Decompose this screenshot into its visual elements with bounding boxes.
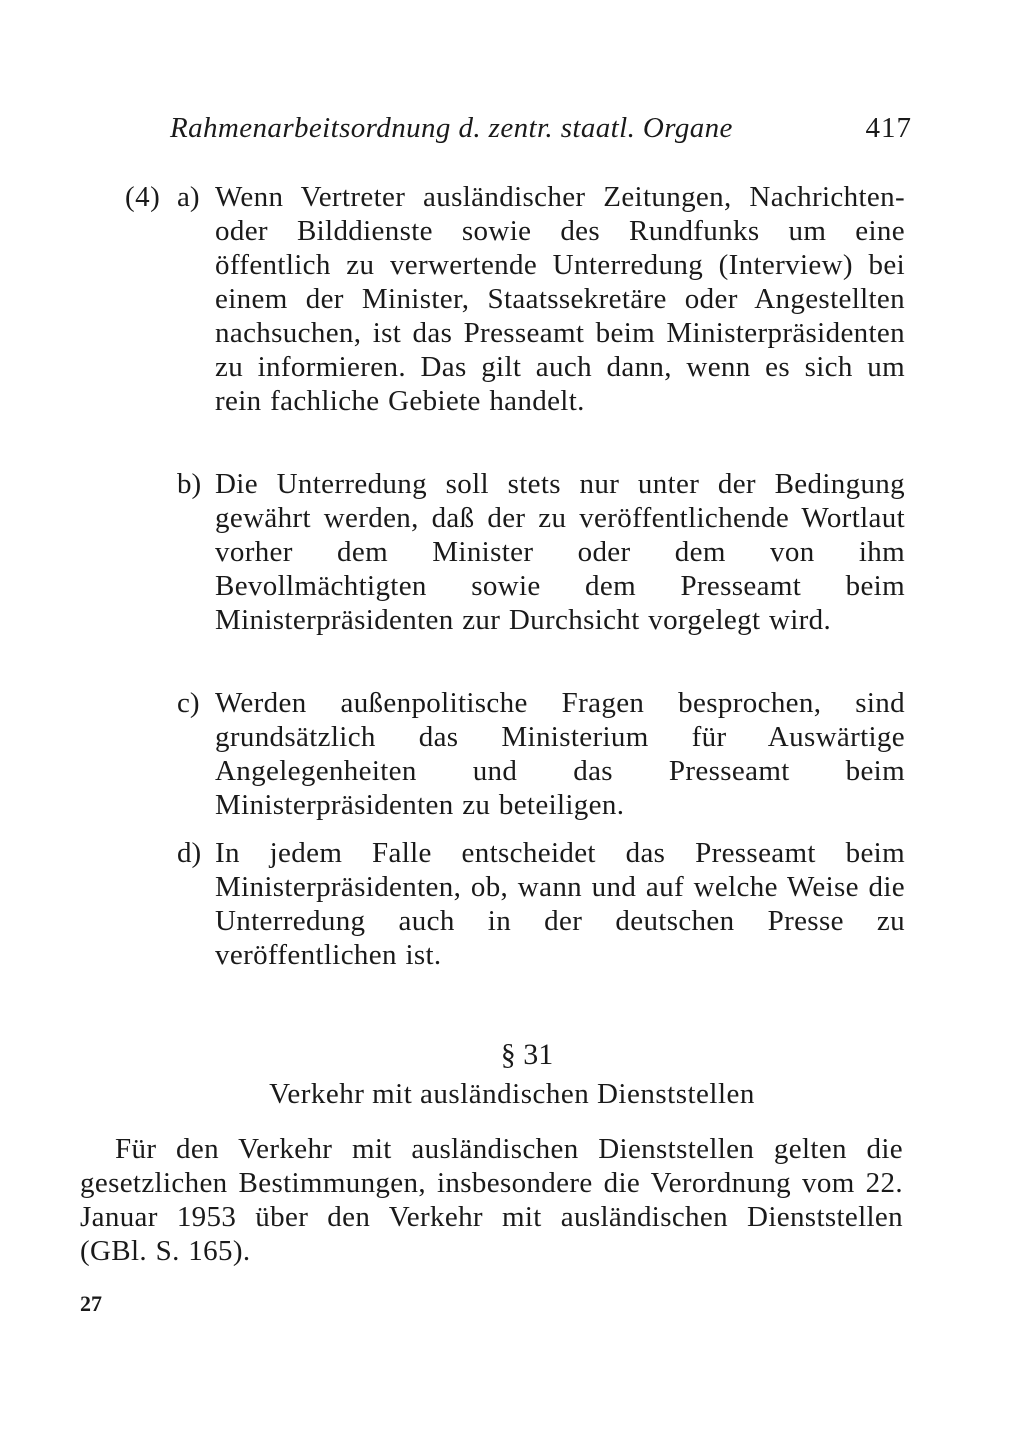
list-item-b (167, 467, 907, 671)
section-title: Verkehr mit ausländischen Dienststellen (269, 1078, 755, 1110)
item-text-c: Werden außenpolitische Fragen besprochen, sind grundsätzlich das Ministerium für Auswärtige Angelegenheiten und das Presseamt beim Ministerpräsidenten zu beteiligen. (215, 687, 905, 821)
section-number: § 31 (500, 1038, 554, 1071)
list-item-a (167, 180, 907, 452)
list-item-d (167, 836, 907, 972)
item-text-b: Die Unterredung soll stets nur unter der Bedingung gewährt werden, daß der zu veröffentlichende Wortlaut vorher dem Minister oder dem von ihm Bevollmächtigten sowie dem Presseamt beim Ministerpräsidenten zur Durchsicht vorgelegt wird. (215, 468, 905, 636)
list-item-c (167, 686, 907, 822)
running-header (170, 108, 912, 148)
section-body-text: Für den Verkehr mit ausländischen Dienststellen gelten die gesetzlichen Bestimmungen, insbesondere die Verordnung vom 22. Januar 1953 über den Verkehr mit ausländischen Dienststellen (GBl. S. 165). (80, 1133, 903, 1267)
running-title: Rahmenarbeitsordnung d. zentr. staatl. Organe (170, 112, 733, 144)
item-letter-b: b) (177, 468, 202, 500)
section-body (80, 1132, 903, 1268)
item-letter-a: a) (177, 181, 200, 213)
paragraph-4-label: (4) (125, 181, 161, 213)
item-text-a: Wenn Vertreter ausländischer Zeitungen, Nachrichten- oder Bilddienste sowie des Rundfunks um eine öffentlich zu verwertende Unterredung (Interview) bei einem der Minister, Staatssekretäre oder Angestellten nachsuchen, ist das Presseamt beim Ministerpräsidenten zu informieren. Das gilt auch dann, wenn es sich um rein fachliche Gebiete handelt. (215, 181, 905, 417)
item-text-d: In jedem Falle entscheidet das Presseamt beim Ministerpräsidenten, ob, wann und auf welche Weise die Unterredung auch in der deutschen Presse zu veröffentlichen ist. (215, 837, 905, 971)
page-number: 417 (865, 112, 912, 144)
item-letter-d: d) (177, 837, 202, 869)
signature-mark: 27 (80, 1291, 102, 1316)
item-letter-c: c) (177, 687, 200, 719)
